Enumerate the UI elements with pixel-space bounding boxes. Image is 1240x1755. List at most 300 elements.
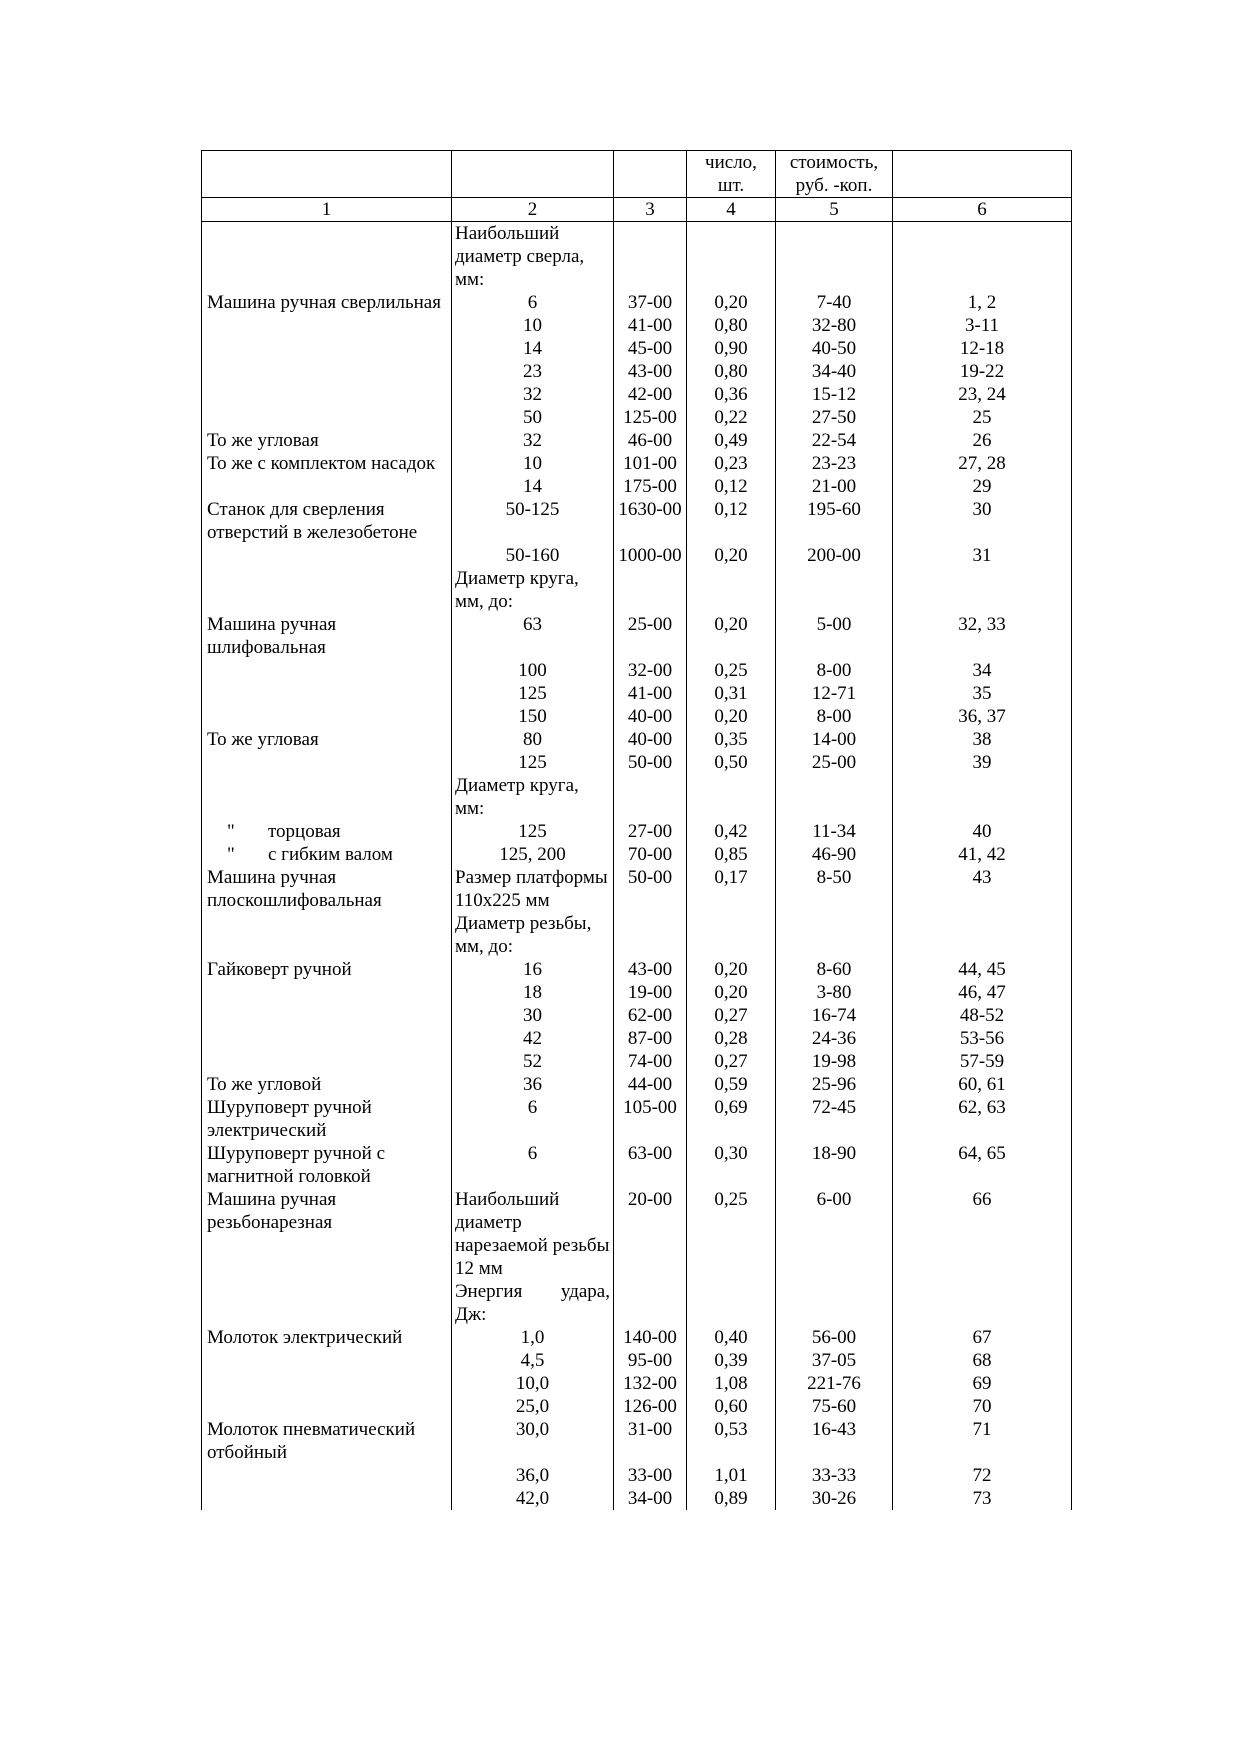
cost-cell [776, 567, 893, 613]
header-row [202, 151, 1072, 198]
reference-cell: 53-56 [893, 1027, 1072, 1050]
item-name-cell [202, 1395, 452, 1418]
price-cell: 40-00 [614, 705, 687, 728]
parameter-cell: 16 [452, 958, 614, 981]
quantity-cell: 0,35 [687, 728, 776, 751]
item-name: торцовая [268, 821, 341, 842]
quantity-cell: 0,50 [687, 751, 776, 774]
parameter-cell: 80 [452, 728, 614, 751]
price-cell [614, 1280, 687, 1326]
cost-cell: 6-00 [776, 1188, 893, 1280]
reference-cell: 41, 42 [893, 843, 1072, 866]
cost-cell: 8-50 [776, 866, 893, 912]
reference-cell: 48-52 [893, 1004, 1072, 1027]
table-row [202, 866, 1072, 912]
price-cell: 25-00 [614, 613, 687, 659]
parameter-cell: 10,0 [452, 1372, 614, 1395]
price-cell: 50-00 [614, 866, 687, 912]
quantity-cell: 0,69 [687, 1096, 776, 1142]
parameter-cell: 125 [452, 751, 614, 774]
table-row [202, 222, 1072, 292]
item-name-cell [202, 314, 452, 337]
parameter-cell: 36 [452, 1073, 614, 1096]
quantity-cell: 0,22 [687, 406, 776, 429]
parameter-cell: 6 [452, 1096, 614, 1142]
table-row [202, 1280, 1072, 1326]
cost-cell: 25-96 [776, 1073, 893, 1096]
quantity-cell: 0,40 [687, 1326, 776, 1349]
quantity-cell: 0,20 [687, 613, 776, 659]
parameter-cell: 32 [452, 429, 614, 452]
quantity-cell: 0,42 [687, 820, 776, 843]
item-name-cell [202, 337, 452, 360]
price-cell: 31-00 [614, 1418, 687, 1464]
cost-cell: 5-00 [776, 613, 893, 659]
parameter-cell: Диаметр круга, мм, до: [452, 567, 614, 613]
table-row [202, 452, 1072, 475]
header-cell-6 [893, 151, 1072, 198]
cost-cell [776, 774, 893, 820]
parameter-cell: 25,0 [452, 1395, 614, 1418]
cost-cell: 3-80 [776, 981, 893, 1004]
reference-cell: 46, 47 [893, 981, 1072, 1004]
reference-cell: 23, 24 [893, 383, 1072, 406]
column-number-row [202, 198, 1072, 222]
quantity-cell: 0,17 [687, 866, 776, 912]
reference-cell: 1, 2 [893, 291, 1072, 314]
parameter-cell: Диаметр резьбы, мм, до: [452, 912, 614, 958]
price-cell: 32-00 [614, 659, 687, 682]
reference-cell: 64, 65 [893, 1142, 1072, 1188]
item-name-cell [202, 774, 452, 820]
item-name-cell [202, 981, 452, 1004]
parameter-cell: Диаметр круга, мм: [452, 774, 614, 820]
quantity-cell: 0,27 [687, 1050, 776, 1073]
price-cell: 70-00 [614, 843, 687, 866]
item-name-cell [202, 820, 452, 843]
price-cell: 37-00 [614, 291, 687, 314]
cost-cell: 11-34 [776, 820, 893, 843]
header-cell-quantity [687, 151, 776, 198]
price-cell: 46-00 [614, 429, 687, 452]
item-name-cell [202, 1280, 452, 1326]
quantity-cell [687, 774, 776, 820]
item-name-cell: Шуруповерт ручной электрический [202, 1096, 452, 1142]
item-name-cell [202, 1464, 452, 1487]
table-row [202, 1050, 1072, 1073]
table-row [202, 843, 1072, 866]
header-quantity-line1: число, [705, 152, 757, 173]
reference-cell: 25 [893, 406, 1072, 429]
table-row [202, 314, 1072, 337]
cost-cell: 15-12 [776, 383, 893, 406]
quantity-cell: 0,28 [687, 1027, 776, 1050]
cost-cell: 34-40 [776, 360, 893, 383]
column-number-1: 1 [202, 198, 452, 222]
parameter-cell: 42,0 [452, 1487, 614, 1510]
cost-cell: 18-90 [776, 1142, 893, 1188]
reference-cell: 68 [893, 1349, 1072, 1372]
price-cell: 45-00 [614, 337, 687, 360]
parameter-cell: 52 [452, 1050, 614, 1073]
cost-cell: 72-45 [776, 1096, 893, 1142]
price-cell: 43-00 [614, 360, 687, 383]
parameter-cell: 150 [452, 705, 614, 728]
table-row [202, 291, 1072, 314]
parameter-cell: 36,0 [452, 1464, 614, 1487]
item-name-cell: Машина ручная шлифовальная [202, 613, 452, 659]
table-row [202, 613, 1072, 659]
parameter-cell: 10 [452, 452, 614, 475]
header-cell-cost [776, 151, 893, 198]
parameter-cell: 6 [452, 291, 614, 314]
table-row [202, 705, 1072, 728]
reference-cell: 36, 37 [893, 705, 1072, 728]
reference-cell: 57-59 [893, 1050, 1072, 1073]
cost-cell [776, 1280, 893, 1326]
cost-cell: 12-71 [776, 682, 893, 705]
price-cell: 50-00 [614, 751, 687, 774]
quantity-cell: 0,20 [687, 291, 776, 314]
table-row [202, 728, 1072, 751]
reference-cell [893, 912, 1072, 958]
table-row [202, 1372, 1072, 1395]
price-cell: 125-00 [614, 406, 687, 429]
parameter-cell: 6 [452, 1142, 614, 1188]
quantity-cell: 0,59 [687, 1073, 776, 1096]
item-name-cell [202, 383, 452, 406]
table-row [202, 1487, 1072, 1510]
parameter-cell: Наибольший диаметр нарезаемой резьбы 12 мм [452, 1188, 614, 1280]
item-name-cell: Молоток электрический [202, 1326, 452, 1349]
column-number-5: 5 [776, 198, 893, 222]
reference-cell: 69 [893, 1372, 1072, 1395]
column-number-6: 6 [893, 198, 1072, 222]
quantity-cell: 0,53 [687, 1418, 776, 1464]
price-cell: 63-00 [614, 1142, 687, 1188]
table-row [202, 1464, 1072, 1487]
quantity-cell: 0,23 [687, 452, 776, 475]
quantity-cell: 0,31 [687, 682, 776, 705]
parameter-cell: 125, 200 [452, 843, 614, 866]
price-cell: 140-00 [614, 1326, 687, 1349]
cost-cell: 27-50 [776, 406, 893, 429]
item-name-cell [202, 360, 452, 383]
header-cell-1 [202, 151, 452, 198]
quantity-cell: 0,60 [687, 1395, 776, 1418]
price-cell: 33-00 [614, 1464, 687, 1487]
item-name-cell [202, 843, 452, 866]
item-name-cell [202, 1372, 452, 1395]
price-cell: 41-00 [614, 314, 687, 337]
table-row [202, 1073, 1072, 1096]
price-cell: 42-00 [614, 383, 687, 406]
table-row [202, 958, 1072, 981]
item-name-cell [202, 659, 452, 682]
cost-cell: 8-00 [776, 705, 893, 728]
parameter-cell: 30 [452, 1004, 614, 1027]
cost-cell: 221-76 [776, 1372, 893, 1395]
item-name: с гибким валом [268, 844, 393, 865]
parameter-cell: Энергия удара, Дж: [452, 1280, 614, 1326]
reference-cell: 26 [893, 429, 1072, 452]
quantity-cell [687, 1280, 776, 1326]
quantity-cell: 0,80 [687, 314, 776, 337]
reference-cell [893, 567, 1072, 613]
item-name-cell [202, 1487, 452, 1510]
price-cell: 126-00 [614, 1395, 687, 1418]
table-row [202, 1027, 1072, 1050]
table-row [202, 475, 1072, 498]
reference-cell: 27, 28 [893, 452, 1072, 475]
item-name-cell: Станок для сверления отверстий в железобетоне [202, 498, 452, 544]
table-row [202, 498, 1072, 544]
reference-cell: 40 [893, 820, 1072, 843]
cost-cell: 8-00 [776, 659, 893, 682]
table-row [202, 383, 1072, 406]
quantity-cell: 0,20 [687, 544, 776, 567]
price-cell: 95-00 [614, 1349, 687, 1372]
price-cell [614, 222, 687, 292]
item-name-cell: Машина ручная плоскошлифовальная [202, 866, 452, 912]
header-quantity-line2: шт. [717, 175, 745, 196]
item-name-cell: Машина ручная сверлильная [202, 291, 452, 314]
table-row [202, 751, 1072, 774]
parameter-cell: 125 [452, 682, 614, 705]
cost-cell: 56-00 [776, 1326, 893, 1349]
reference-cell: 39 [893, 751, 1072, 774]
parameter-cell: 4,5 [452, 1349, 614, 1372]
table-row [202, 1004, 1072, 1027]
parameter-cell: 14 [452, 475, 614, 498]
table-row [202, 1096, 1072, 1142]
parameter-cell: 10 [452, 314, 614, 337]
reference-cell [893, 222, 1072, 292]
price-cell: 1630-00 [614, 498, 687, 544]
item-name-cell [202, 1050, 452, 1073]
price-cell [614, 567, 687, 613]
item-name-cell: То же угловая [202, 429, 452, 452]
reference-cell: 3-11 [893, 314, 1072, 337]
table-row [202, 429, 1072, 452]
reference-cell: 44, 45 [893, 958, 1072, 981]
cost-cell: 21-00 [776, 475, 893, 498]
item-name-cell: Молоток пневматический отбойный [202, 1418, 452, 1464]
table-row [202, 337, 1072, 360]
reference-cell: 62, 63 [893, 1096, 1072, 1142]
column-number-3: 3 [614, 198, 687, 222]
cost-cell: 24-36 [776, 1027, 893, 1050]
table-row [202, 981, 1072, 1004]
table-row [202, 1418, 1072, 1464]
item-name-cell [202, 751, 452, 774]
parameter-cell: 63 [452, 613, 614, 659]
item-name-cell: То же с комплектом насадок [202, 452, 452, 475]
parameter-cell: 32 [452, 383, 614, 406]
table-body [202, 151, 1072, 1511]
reference-cell: 60, 61 [893, 1073, 1072, 1096]
quantity-cell: 1,01 [687, 1464, 776, 1487]
item-name-cell [202, 1349, 452, 1372]
parameter-cell: 125 [452, 820, 614, 843]
cost-cell: 30-26 [776, 1487, 893, 1510]
reference-cell [893, 774, 1072, 820]
price-cell: 132-00 [614, 1372, 687, 1395]
table-row [202, 774, 1072, 820]
reference-cell: 31 [893, 544, 1072, 567]
cost-cell: 16-43 [776, 1418, 893, 1464]
table-row [202, 1188, 1072, 1280]
reference-cell: 43 [893, 866, 1072, 912]
table-row [202, 682, 1072, 705]
price-cell: 1000-00 [614, 544, 687, 567]
cost-cell: 8-60 [776, 958, 893, 981]
item-name-cell: То же угловой [202, 1073, 452, 1096]
quantity-cell: 0,89 [687, 1487, 776, 1510]
price-cell: 105-00 [614, 1096, 687, 1142]
price-cell: 19-00 [614, 981, 687, 1004]
header-cost-line1: стоимость, [789, 152, 879, 173]
cost-cell: 23-23 [776, 452, 893, 475]
parameter-cell: 23 [452, 360, 614, 383]
reference-cell: 12-18 [893, 337, 1072, 360]
parameter-cell: Наибольший диаметр сверла, мм: [452, 222, 614, 292]
parameter-cell: 50-125 [452, 498, 614, 544]
price-cell: 27-00 [614, 820, 687, 843]
reference-cell: 32, 33 [893, 613, 1072, 659]
quantity-cell: 0,27 [687, 1004, 776, 1027]
item-name-cell [202, 912, 452, 958]
quantity-cell: 1,08 [687, 1372, 776, 1395]
quantity-cell: 0,20 [687, 705, 776, 728]
reference-cell: 30 [893, 498, 1072, 544]
quantity-cell: 0,80 [687, 360, 776, 383]
ditto-mark: " [227, 844, 235, 865]
item-name-cell: Шуруповерт ручной с магнитной головкой [202, 1142, 452, 1188]
cost-cell [776, 222, 893, 292]
reference-cell: 38 [893, 728, 1072, 751]
item-name-cell [202, 705, 452, 728]
cost-cell: 37-05 [776, 1349, 893, 1372]
price-cell: 43-00 [614, 958, 687, 981]
cost-cell: 200-00 [776, 544, 893, 567]
quantity-cell: 0,85 [687, 843, 776, 866]
item-name-cell: Машина ручная резьбонарезная [202, 1188, 452, 1280]
cost-cell: 32-80 [776, 314, 893, 337]
header-cost-line2: руб. -коп. [795, 175, 873, 196]
table-row [202, 820, 1072, 843]
cost-cell: 40-50 [776, 337, 893, 360]
price-cell: 87-00 [614, 1027, 687, 1050]
item-name-cell: Гайковерт ручной [202, 958, 452, 981]
price-cell: 175-00 [614, 475, 687, 498]
quantity-cell: 0,12 [687, 475, 776, 498]
cost-cell: 7-40 [776, 291, 893, 314]
parameter-cell: 14 [452, 337, 614, 360]
quantity-cell: 0,25 [687, 659, 776, 682]
cost-cell: 16-74 [776, 1004, 893, 1027]
cost-cell: 25-00 [776, 751, 893, 774]
table-row [202, 567, 1072, 613]
item-name-cell [202, 475, 452, 498]
table-row [202, 1349, 1072, 1372]
ditto-mark: " [227, 821, 235, 842]
table-row [202, 1326, 1072, 1349]
quantity-cell: 0,20 [687, 981, 776, 1004]
reference-cell: 66 [893, 1188, 1072, 1280]
price-cell: 20-00 [614, 1188, 687, 1280]
item-name-cell [202, 682, 452, 705]
reference-cell: 73 [893, 1487, 1072, 1510]
reference-cell: 29 [893, 475, 1072, 498]
table-row [202, 912, 1072, 958]
quantity-cell [687, 222, 776, 292]
price-cell: 41-00 [614, 682, 687, 705]
price-cell: 34-00 [614, 1487, 687, 1510]
reference-cell: 71 [893, 1418, 1072, 1464]
reference-cell: 67 [893, 1326, 1072, 1349]
parameter-cell: 30,0 [452, 1418, 614, 1464]
column-number-2: 2 [452, 198, 614, 222]
item-name-cell [202, 222, 452, 292]
quantity-cell [687, 567, 776, 613]
quantity-cell [687, 912, 776, 958]
parameter-cell: Размер платформы 110х225 мм [452, 866, 614, 912]
item-name-cell [202, 406, 452, 429]
table-row [202, 544, 1072, 567]
item-name-cell [202, 567, 452, 613]
quantity-cell: 0,36 [687, 383, 776, 406]
table-row [202, 360, 1072, 383]
cost-cell: 195-60 [776, 498, 893, 544]
price-cell [614, 912, 687, 958]
price-cell: 74-00 [614, 1050, 687, 1073]
cost-cell: 22-54 [776, 429, 893, 452]
parameter-cell: 42 [452, 1027, 614, 1050]
parameter-cell: 1,0 [452, 1326, 614, 1349]
parameter-cell: 18 [452, 981, 614, 1004]
column-number-4: 4 [687, 198, 776, 222]
item-name-cell: То же угловая [202, 728, 452, 751]
parameter-cell: 50 [452, 406, 614, 429]
reference-cell: 35 [893, 682, 1072, 705]
item-name-cell [202, 1027, 452, 1050]
price-cell: 40-00 [614, 728, 687, 751]
reference-cell: 70 [893, 1395, 1072, 1418]
table-row [202, 1395, 1072, 1418]
price-cell: 44-00 [614, 1073, 687, 1096]
tools-price-table [201, 150, 1072, 1510]
cost-cell [776, 912, 893, 958]
table-row [202, 659, 1072, 682]
reference-cell: 72 [893, 1464, 1072, 1487]
price-cell: 101-00 [614, 452, 687, 475]
cost-cell: 19-98 [776, 1050, 893, 1073]
quantity-cell: 0,12 [687, 498, 776, 544]
cost-cell: 33-33 [776, 1464, 893, 1487]
quantity-cell: 0,25 [687, 1188, 776, 1280]
cost-cell: 46-90 [776, 843, 893, 866]
parameter-cell: 50-160 [452, 544, 614, 567]
reference-cell: 19-22 [893, 360, 1072, 383]
quantity-cell: 0,49 [687, 429, 776, 452]
price-cell: 62-00 [614, 1004, 687, 1027]
cost-cell: 75-60 [776, 1395, 893, 1418]
reference-cell: 34 [893, 659, 1072, 682]
parameter-cell: 100 [452, 659, 614, 682]
quantity-cell: 0,90 [687, 337, 776, 360]
quantity-cell: 0,39 [687, 1349, 776, 1372]
